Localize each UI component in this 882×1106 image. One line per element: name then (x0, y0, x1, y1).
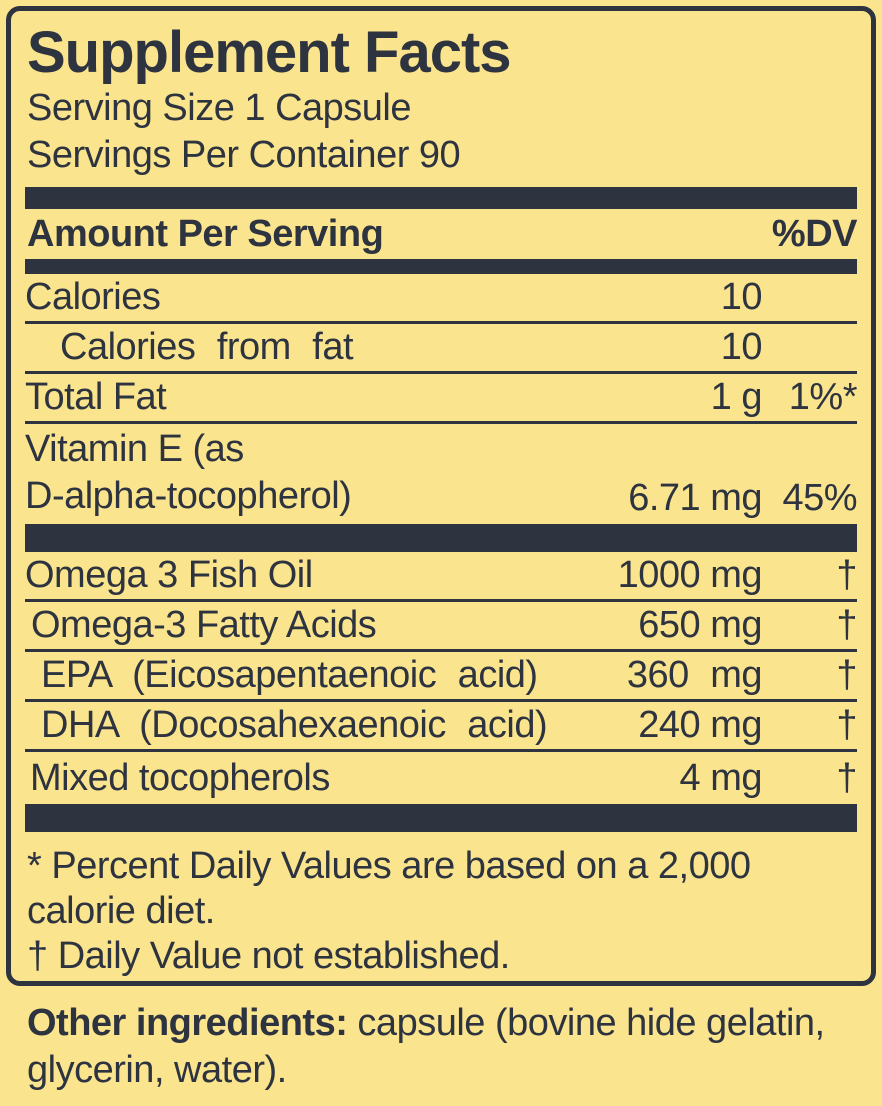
nutrient-row-omega3-fatty-acids (25, 602, 857, 649)
nutrient-row-omega3-fish-oil (25, 552, 857, 599)
nutrient-dv: 45% (782, 477, 857, 519)
nutrient-row-calories-from-fat (25, 324, 857, 371)
nutrient-name: DHA (Docosahexaenoic acid) (41, 704, 548, 746)
nutrient-name: EPA (Eicosapentaenoic acid) (41, 654, 538, 696)
nutrient-dv: † (836, 654, 857, 696)
nutrient-dv: † (836, 604, 857, 646)
nutrient-name-line1: Vitamin E (as (25, 428, 244, 470)
nutrient-amount: 4 mg (679, 756, 762, 799)
nutrient-amount: 1000 mg (617, 554, 762, 596)
nutrient-amount: 240 mg (638, 704, 762, 746)
nutrient-dv: † (836, 704, 857, 746)
other-ingredients-text: capsule (bovine hide gelatin, glycerin, water). (27, 1002, 825, 1091)
header-divider-bar (25, 259, 857, 274)
nutrient-dv: † (836, 756, 857, 799)
nutrient-row-calories (25, 274, 857, 321)
other-ingredients-label: Other ingredients: (27, 1002, 348, 1044)
nutrient-amount: 10 (720, 326, 762, 368)
nutrient-row-total-fat (25, 374, 857, 421)
amount-per-serving-header: Amount Per Serving (27, 212, 384, 255)
nutrient-amount: 6.71 mg (628, 477, 762, 519)
nutrient-name: Total Fat (25, 376, 167, 418)
column-header-row (25, 209, 857, 259)
nutrient-name (25, 426, 628, 520)
nutrient-name-line2: D-alpha-tocopherol) (25, 475, 352, 517)
nutrient-name: Calories (25, 276, 161, 318)
footnotes (25, 844, 857, 979)
nutrient-amount: 650 mg (638, 604, 762, 646)
servings-per-container-line: Servings Per Container 90 (27, 134, 461, 176)
nutrient-amount: 360 mg (626, 654, 762, 696)
section-divider-bar-top (25, 187, 857, 209)
nutrient-dv: † (836, 554, 857, 596)
nutrient-row-vitamin-e (25, 424, 857, 524)
nutrient-name: Omega-3 Fatty Acids (31, 604, 377, 646)
other-ingredients (6, 1000, 876, 1094)
supplement-facts-panel (6, 6, 876, 986)
panel-title: Supplement Facts (27, 20, 511, 85)
section-divider-bar-middle (25, 524, 857, 552)
nutrient-row-mixed-tocopherols (25, 752, 857, 804)
percent-dv-footnote: * Percent Daily Values are based on a 2,000 calorie diet. (27, 845, 751, 932)
nutrient-amount: 1 g (710, 376, 762, 418)
nutrient-dv: 1%* (788, 376, 857, 418)
nutrient-amount: 10 (720, 276, 762, 318)
section-divider-bar-bottom (25, 804, 857, 832)
nutrient-name: Omega 3 Fish Oil (25, 554, 313, 596)
nutrient-row-dha (25, 702, 857, 749)
nutrient-row-epa (25, 652, 857, 699)
serving-size-line: Serving Size 1 Capsule (27, 87, 411, 129)
dagger-footnote: † Daily Value not established. (27, 935, 510, 977)
nutrient-name: Mixed tocopherols (30, 756, 330, 799)
nutrient-name: Calories from fat (60, 326, 354, 368)
percent-dv-header: %DV (771, 212, 857, 255)
